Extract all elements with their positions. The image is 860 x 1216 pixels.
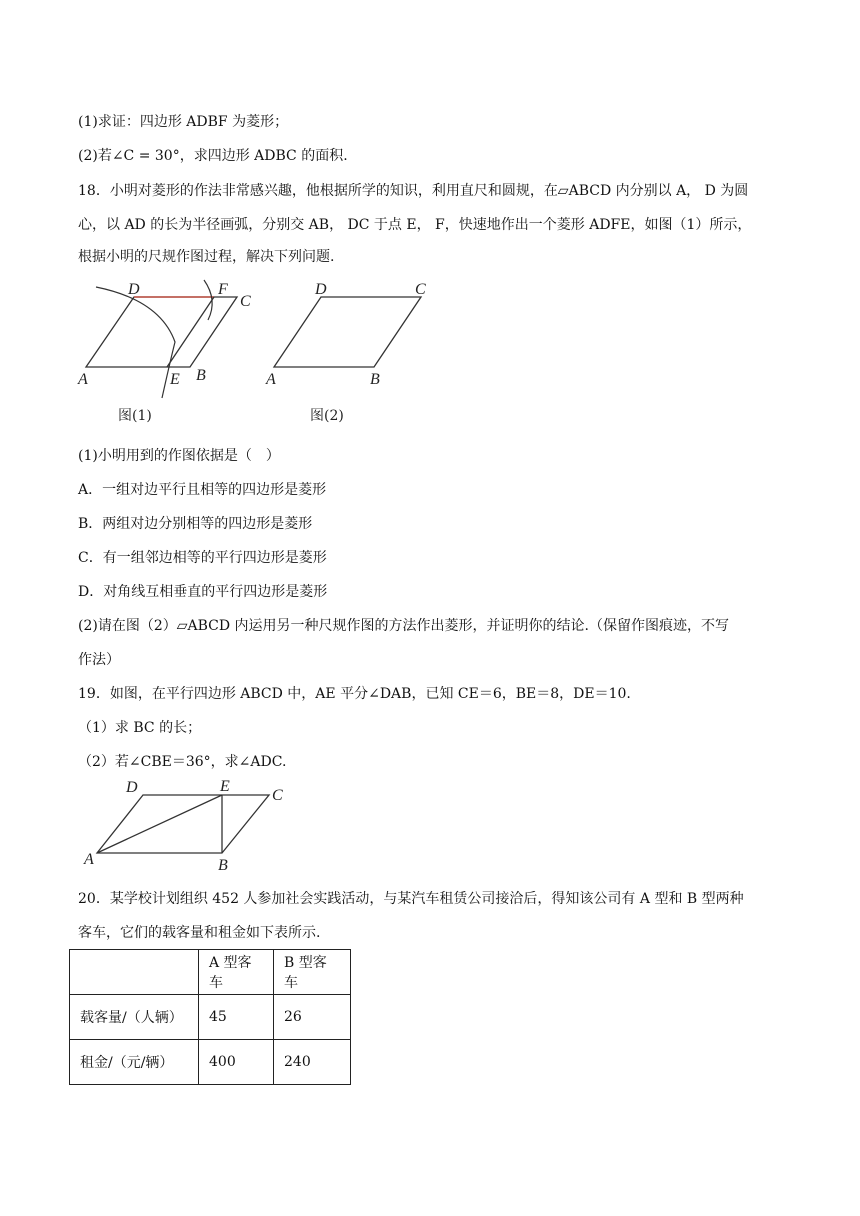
fig1-label-A: A	[78, 371, 88, 388]
q19-intro: 19．如图，在平行四边形 ABCD 中，AE 平分∠DAB，已知 CE＝6，BE＝8，DE＝10.	[78, 686, 631, 702]
q17-part2: (2)若∠C = 30°，求四边形 ADBC 的面积.	[78, 148, 348, 164]
table-cell: 租金/（元/辆）	[70, 1040, 199, 1085]
fig1-caption: 图(1)	[118, 408, 152, 424]
table-row	[70, 1040, 351, 1085]
fig1-label-B: B	[196, 367, 206, 384]
q18-option-a: A．一组对边平行且相等的四边形是菱形	[78, 482, 327, 498]
q18-option-d: D．对角线互相垂直的平行四边形是菱形	[78, 584, 328, 600]
q18-intro-line1: 18．小明对菱形的作法非常感兴趣，他根据所学的知识，利用直尺和圆规，在▱ABCD 内分别以 A， D 为圆	[78, 183, 749, 199]
q18-option-c: C．有一组邻边相等的平行四边形是菱形	[78, 550, 327, 566]
fig19-label-D: D	[126, 779, 138, 796]
q18-intro-line2: 心，以 AD 的长为半径画弧，分别交 AB， DC 于点 E， F，快速地作出一个菱形 ADFE，如图（1）所示，	[78, 217, 752, 233]
q19-part1: （1）求 BC 的长；	[78, 720, 202, 736]
q20-table	[69, 949, 351, 1085]
q17-part1: (1)求证：四边形 ADBF 为菱形；	[78, 114, 289, 130]
fig2-label-B: B	[370, 371, 380, 388]
q18-figures	[0, 278, 860, 438]
fig19-label-A: A	[84, 851, 94, 868]
q18-part2-line1: (2)请在图（2）▱ABCD 内运用另一种尺规作图的方法作出菱形，并证明你的结论.（保留作图痕迹，不写	[78, 618, 729, 634]
q20-intro-line2: 客车，它们的载客量和租金如下表所示.	[78, 925, 321, 941]
q18-figure-2	[265, 281, 426, 424]
q18-figure-1	[77, 280, 251, 424]
fig19-label-C: C	[272, 787, 283, 804]
table-cell: 26	[274, 995, 351, 1040]
table-cell: 240	[274, 1040, 351, 1085]
fig1-label-F: F	[218, 281, 228, 298]
q18-option-b: B．两组对边分别相等的四边形是菱形	[78, 516, 313, 532]
table-header-row	[70, 950, 351, 995]
q19-part2: （2）若∠CBE＝36°，求∠ADC.	[78, 754, 287, 770]
fig1-label-C: C	[240, 293, 251, 310]
fig2-label-A: A	[266, 371, 276, 388]
fig19-label-E: E	[220, 778, 230, 795]
fig1-label-D: D	[128, 281, 140, 298]
q18-part1: (1)小明用到的作图依据是（ ）	[78, 448, 280, 464]
fig1-label-E: E	[170, 371, 180, 388]
q19-figure	[0, 776, 860, 876]
fig2-label-D: D	[315, 281, 327, 298]
table-header-cell: A 型客车	[199, 950, 274, 995]
table-header-cell: B 型客车	[274, 950, 351, 995]
table-row	[70, 995, 351, 1040]
table-cell: 45	[199, 995, 274, 1040]
table-cell: 载客量/（人辆）	[70, 995, 199, 1040]
table-cell: 400	[199, 1040, 274, 1085]
fig19-label-B: B	[218, 857, 228, 874]
q20-intro-line1: 20．某学校计划组织 452 人参加社会实践活动，与某汽车租赁公司接洽后，得知该公司有 A 型和 B 型两种	[78, 891, 744, 907]
table-header-cell	[70, 950, 199, 995]
q18-part2-line2: 作法）	[78, 652, 120, 668]
fig2-caption: 图(2)	[310, 408, 344, 424]
fig2-label-C: C	[415, 281, 426, 298]
q18-intro-line3: 根据小明的尺规作图过程，解决下列问题.	[78, 249, 335, 265]
